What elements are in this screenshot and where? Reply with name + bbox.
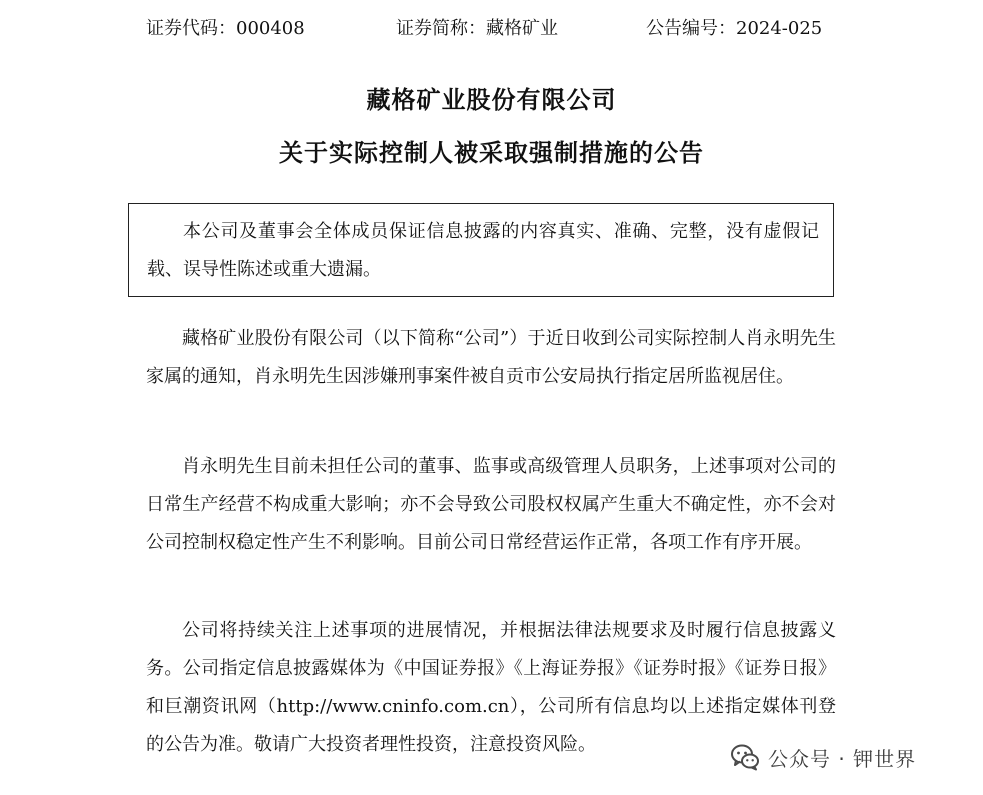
paragraph-text: 肖永明先生目前未担任公司的董事、监事或高级管理人员职务，上述事项对公司的日常生产经营不构成重大影响；亦不会导致公司股权权属产生重大不确定性，亦不会对公司控制权稳定性产生不利影响。目前公司日常经营运作正常，各项工作有序开展。: [146, 456, 836, 553]
watermark-text: 公众号 · 钾世界: [768, 746, 917, 771]
notice-title: 关于实际控制人被采取强制措施的公告: [279, 138, 704, 167]
stock-abbreviation: 证券简称：藏格矿业: [396, 18, 558, 39]
paragraph-text: 藏格矿业股份有限公司（以下简称“公司”）于近日收到公司实际控制人肖永明先生家属的通知，肖永明先生因涉嫌刑事案件被自贡市公安局执行指定居所监视居住。: [146, 328, 836, 387]
body-paragraph-1: [146, 320, 836, 396]
announcement-number: 公告编号：2024-025: [646, 18, 823, 39]
body-paragraph-2: [146, 448, 836, 562]
board-statement: 本公司及董事会全体成员保证信息披露的内容真实、准确、完整，没有虚假记载、误导性陈述或重大遗漏。: [147, 221, 819, 280]
wechat-watermark: [730, 738, 916, 776]
wechat-icon: [730, 742, 760, 772]
announcement-header: [146, 14, 826, 44]
company-title: 藏格矿业股份有限公司: [366, 85, 617, 114]
stock-code: 证券代码：000408: [146, 18, 305, 39]
paragraph-text: 公司将持续关注上述事项的进展情况，并根据法律法规要求及时履行信息披露义务。公司指定信息披露媒体为《中国证券报》《上海证券报》《证券时报》《证券日报》和巨潮资讯网（http://www.cninfo.com.cn），公司所有信息均以上述指定媒体刊登的公告为准。敬请广大投资者理性投资，注意投资风险。: [146, 620, 836, 755]
board-statement-box: [128, 203, 834, 297]
